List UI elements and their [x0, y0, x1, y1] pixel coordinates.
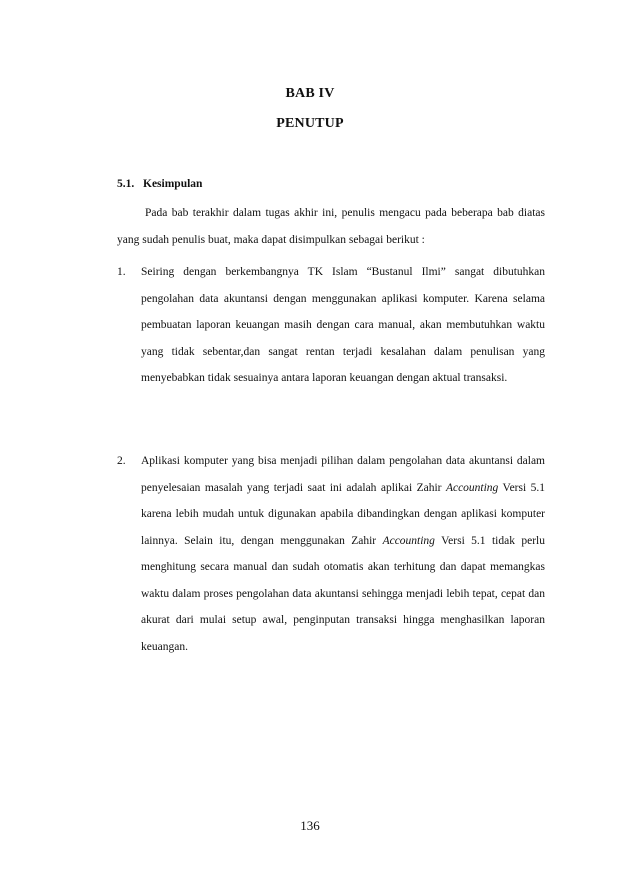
list-item: [117, 448, 545, 660]
page-number: 136: [300, 818, 320, 833]
list-item-text: [141, 448, 545, 660]
italic-term: Accounting: [382, 534, 435, 547]
text-run: Aplikasi komputer yang bisa menjadi pilihan dalam pengolahan data akuntansi dalam penyelesaian masalah yang terjadi saat ini adalah aplikai Zahir: [141, 455, 545, 494]
section-title: Kesimpulan: [143, 178, 203, 190]
text-run: Versi 5.1 tidak perlu menghitung secara manual dan sudah otomatis akan terhitung dan dapat memangkas waktu dalam proses pengolahan data akuntansi sehingga menjadi lebih tepat, cepat dan akurat dari mulai setup awal, penginputan transaksi hingga menghasilkan laporan keuangan.: [141, 534, 545, 653]
list-item: [117, 259, 545, 392]
chapter-title: PENUTUP: [276, 116, 344, 131]
text-run: Versi 5.1 karena lebih mudah untuk digunakan apabila dibandingkan dengan aplikasi komputer lainnya. Selain itu, dengan menggunakan Zahir: [141, 481, 545, 547]
list-marker: 1.: [117, 266, 126, 278]
intro-paragraph: Pada bab terakhir dalam tugas akhir ini, penulis mengacu pada beberapa bab diatas yang sudah penulis buat, maka dapat disimpulkan sebagai berikut :: [117, 207, 545, 246]
section-heading: [117, 178, 202, 190]
chapter-number: BAB IV: [285, 86, 335, 101]
italic-term: Accounting: [445, 481, 499, 494]
list-item-text: Seiring dengan berkembangnya TK Islam “Bustanul Ilmi” sangat dibutuhkan pengolahan data akuntansi dengan menggunakan aplikasi komputer. Karena selama pembuatan laporan keuangan masih dengan cara manual, akan membutuhkan waktu yang tidak sebentar,dan sangat rentan terjadi kesalahan dalam penulisan yang menyebabkan tidak sesuainya antara laporan keuangan dengan aktual transaksi.: [141, 266, 545, 384]
section-number: 5.1.: [117, 178, 135, 190]
list-marker: 2.: [117, 455, 126, 467]
